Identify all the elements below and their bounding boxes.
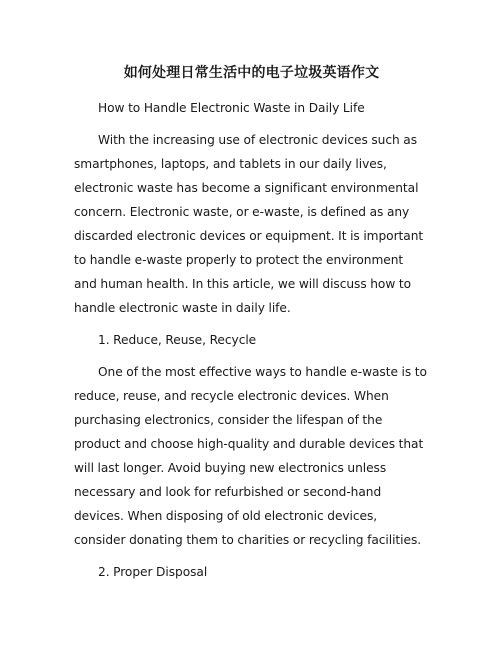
section-heading-proper-disposal: 2. Proper Disposal (98, 565, 208, 579)
section-heading-reduce-reuse-recycle: 1. Reduce, Reuse, Recycle (98, 333, 257, 347)
document-title: 如何处理日常生活中的电子垃圾英语作文 (123, 65, 380, 81)
intro-paragraph: With the increasing use of electronic devices such as smartphones, laptops, and tablets in our daily lives, electronic waste has become a significant environmental concern. Electronic waste, or e-waste, is defined as any discarded electronic devices or equipment. It is important to handle e-waste properly to protect the environment and human health. In this article, we will discuss how to handle electronic waste in daily life. (74, 133, 424, 315)
article-subtitle: How to Handle Electronic Waste in Daily Life (98, 101, 365, 115)
section-paragraph-reduce-reuse-recycle: One of the most effective ways to handle e-waste is to reduce, reuse, and recycle electronic devices. When purchasing electronics, consider the lifespan of the product and choose high-quality and durable devices that will last longer. Avoid buying new electronics unless necessary and look for refurbished or second-hand devices. When disposing of old electronic devices, consider donating them to charities or recycling facilities. (74, 365, 427, 547)
